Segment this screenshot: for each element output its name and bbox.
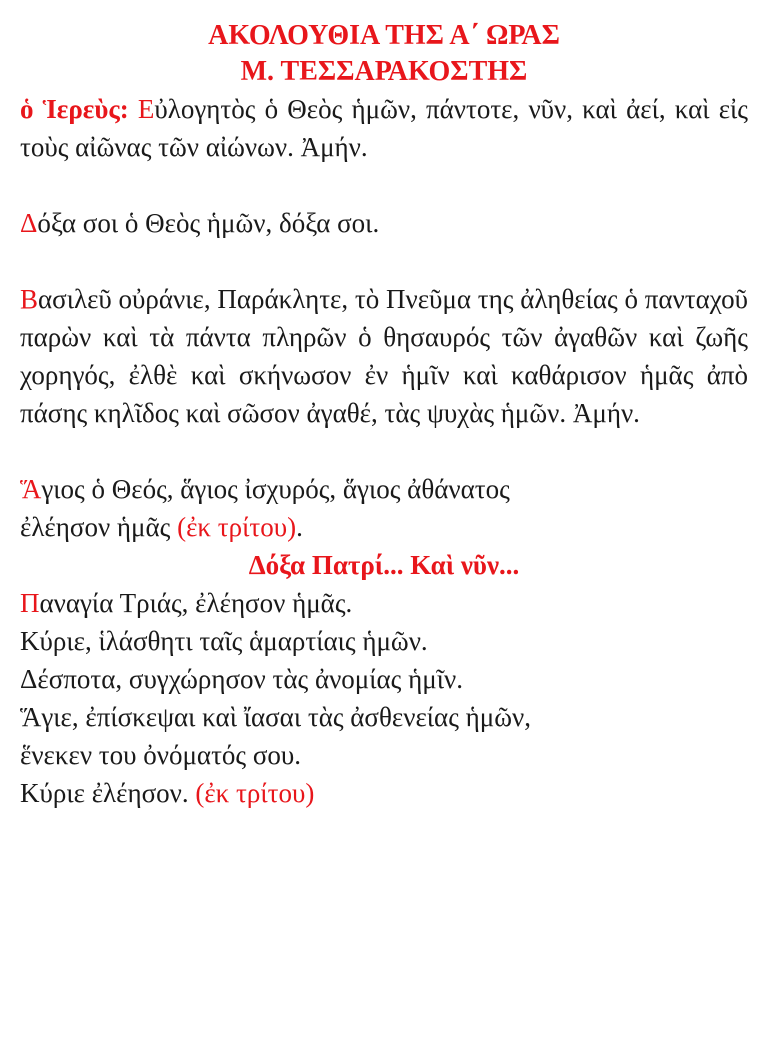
- paragraph-all-holy-trinity: [20, 584, 748, 812]
- paragraph-text: όξα σοι ὁ Θεὸς ἡμῶν, δόξα σοι.: [37, 208, 380, 238]
- rubric-thrice: (ἐκ τρίτου): [195, 778, 315, 808]
- spacer: [20, 166, 748, 204]
- drop-initial: Π: [20, 588, 40, 618]
- drop-initial: Ἅ: [20, 474, 42, 504]
- trisagion-line-2: [20, 508, 748, 546]
- drop-initial: Δ: [20, 208, 38, 238]
- paragraph-heavenly-king: [20, 280, 748, 432]
- prayer-text: Κύριε ἐλέησον.: [20, 778, 196, 808]
- spacer: [20, 432, 748, 470]
- trisagion-text: ἐλέησον ἡμᾶς: [20, 512, 178, 542]
- trisagion-line-1: [20, 470, 748, 508]
- rubric-thrice: (ἐκ τρίτου): [177, 512, 297, 542]
- prayer-line-3: Δέσποτα, συγχώρησον τὰς ἀνομίας ἡμῖν.: [20, 664, 463, 694]
- title-line-2: Μ. ΤΕΣΣΑΡΑΚΟΣΤΗΣ: [240, 56, 528, 87]
- prayer-line-2: Κύριε, ἱλάσθητι ταῖς ἁμαρτίαις ἡμῶν.: [20, 626, 428, 656]
- paragraph-blessing: [20, 90, 748, 166]
- prayer-line-5: ἕνεκεν του ὀνόματός σου.: [20, 740, 302, 770]
- speaker-label: ὁ Ἱερεὺς:: [20, 94, 129, 124]
- heading-doxa: Δόξα Πατρί... Καὶ νῦν...: [248, 550, 520, 580]
- paragraph-text: ασιλεῦ οὐράνιε, Παράκλητε, τὸ Πνεῦμα της ἀληθείας ὁ πανταχοῦ παρὼν καὶ τὰ πάντα πληρῶν ὁ θησαυρός τῶν ἀγαθῶν καὶ ζωῆς χορηγός, ἐλθὲ καὶ σκήνωσον ἐν ἡμῖν καὶ καθάρισον ἡμᾶς ἀπὸ πάσης κηλῖδος καὶ σῶσον ἀγαθέ, τὰς ψυχὰς ἡμῶν. Ἀμήν.: [20, 284, 748, 428]
- paragraph-glory: [20, 204, 748, 242]
- spacer: [20, 242, 748, 280]
- prayer-line-4: Ἅγιε, ἐπίσκεψαι καὶ ἴασαι τὰς ἀσθενείας ἡμῶν,: [20, 702, 531, 732]
- document-page: [0, 18, 768, 1042]
- period: .: [296, 512, 303, 542]
- trisagion-text: γιος ὁ Θεός, ἅγιος ἰσχυρός, ἅγιος ἀθάνατος: [41, 474, 510, 504]
- prayer-line-6: [20, 774, 748, 812]
- drop-initial: Β: [20, 284, 39, 314]
- paragraph-text: ὐλογητὸς ὁ Θεὸς ἡμῶν, πάντοτε, νῦν, καὶ ἀεί, καὶ εἰς τοὺς αἰῶνας τῶν αἰώνων. Ἀμήν.: [20, 94, 749, 162]
- paragraph-trisagion: [20, 470, 748, 546]
- prayer-text: αναγία Τριάς, ἐλέησον ἡμᾶς.: [39, 588, 353, 618]
- drop-initial: Ε: [137, 94, 155, 124]
- prayer-line-1: [20, 584, 748, 622]
- title-line-1: ΑΚΟΛΟΥΘΙΑ ΤΗΣ Α΄ ΩΡΑΣ: [208, 20, 560, 51]
